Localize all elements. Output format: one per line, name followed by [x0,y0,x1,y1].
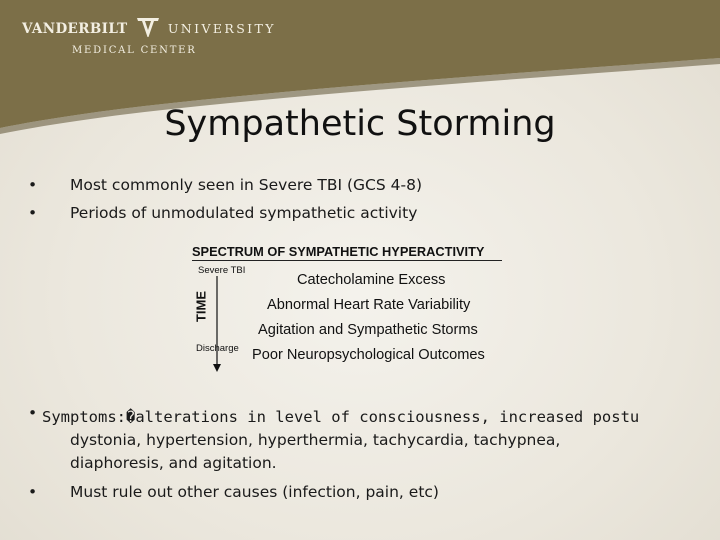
spectrum-figure [190,244,510,372]
oak-leaf-v-icon [135,16,161,38]
figure-item: Catecholamine Excess [297,272,446,288]
bullet-dot: • [28,176,38,194]
bullet-text: Periods of unmodulated sympathetic activity [70,204,418,222]
slide-title: Sympathetic Storming [164,104,556,144]
bullet-text: Must rule out other causes (infection, pain, etc) [70,483,439,501]
figure-title: SPECTRUM OF SYMPATHETIC HYPERACTIVITY [192,244,485,259]
symptoms-continuation: dystonia, hypertension, hyperthermia, tachycardia, tachypnea, [70,431,561,449]
figure-item: Abnormal Heart Rate Variability [267,297,471,313]
logo-medical-center-text: MEDICAL CENTER [72,45,197,56]
bullet-dot: • [28,204,38,222]
figure-end-label: Discharge [196,343,239,354]
logo-vanderbilt-text: VANDERBILT [22,21,128,37]
time-arrow-icon [210,276,226,376]
bullet-text: Most commonly seen in Severe TBI (GCS 4-8) [70,176,422,194]
symptoms-line: Symptoms:�alterations in level of consciousness, increased postu [42,408,640,426]
symptoms-continuation: diaphoresis, and agitation. [70,454,277,472]
figure-item: Agitation and Sympathetic Storms [258,322,478,338]
bullet-dot: • [28,483,38,501]
logo-university-text: UNIVERSITY [167,21,276,36]
figure-axis-label: TIME [193,290,209,323]
figure-title-underline [192,260,502,261]
bullet-dot: • [28,404,38,422]
figure-item: Poor Neuropsychological Outcomes [252,347,485,363]
figure-start-label: Severe TBI [198,265,246,276]
